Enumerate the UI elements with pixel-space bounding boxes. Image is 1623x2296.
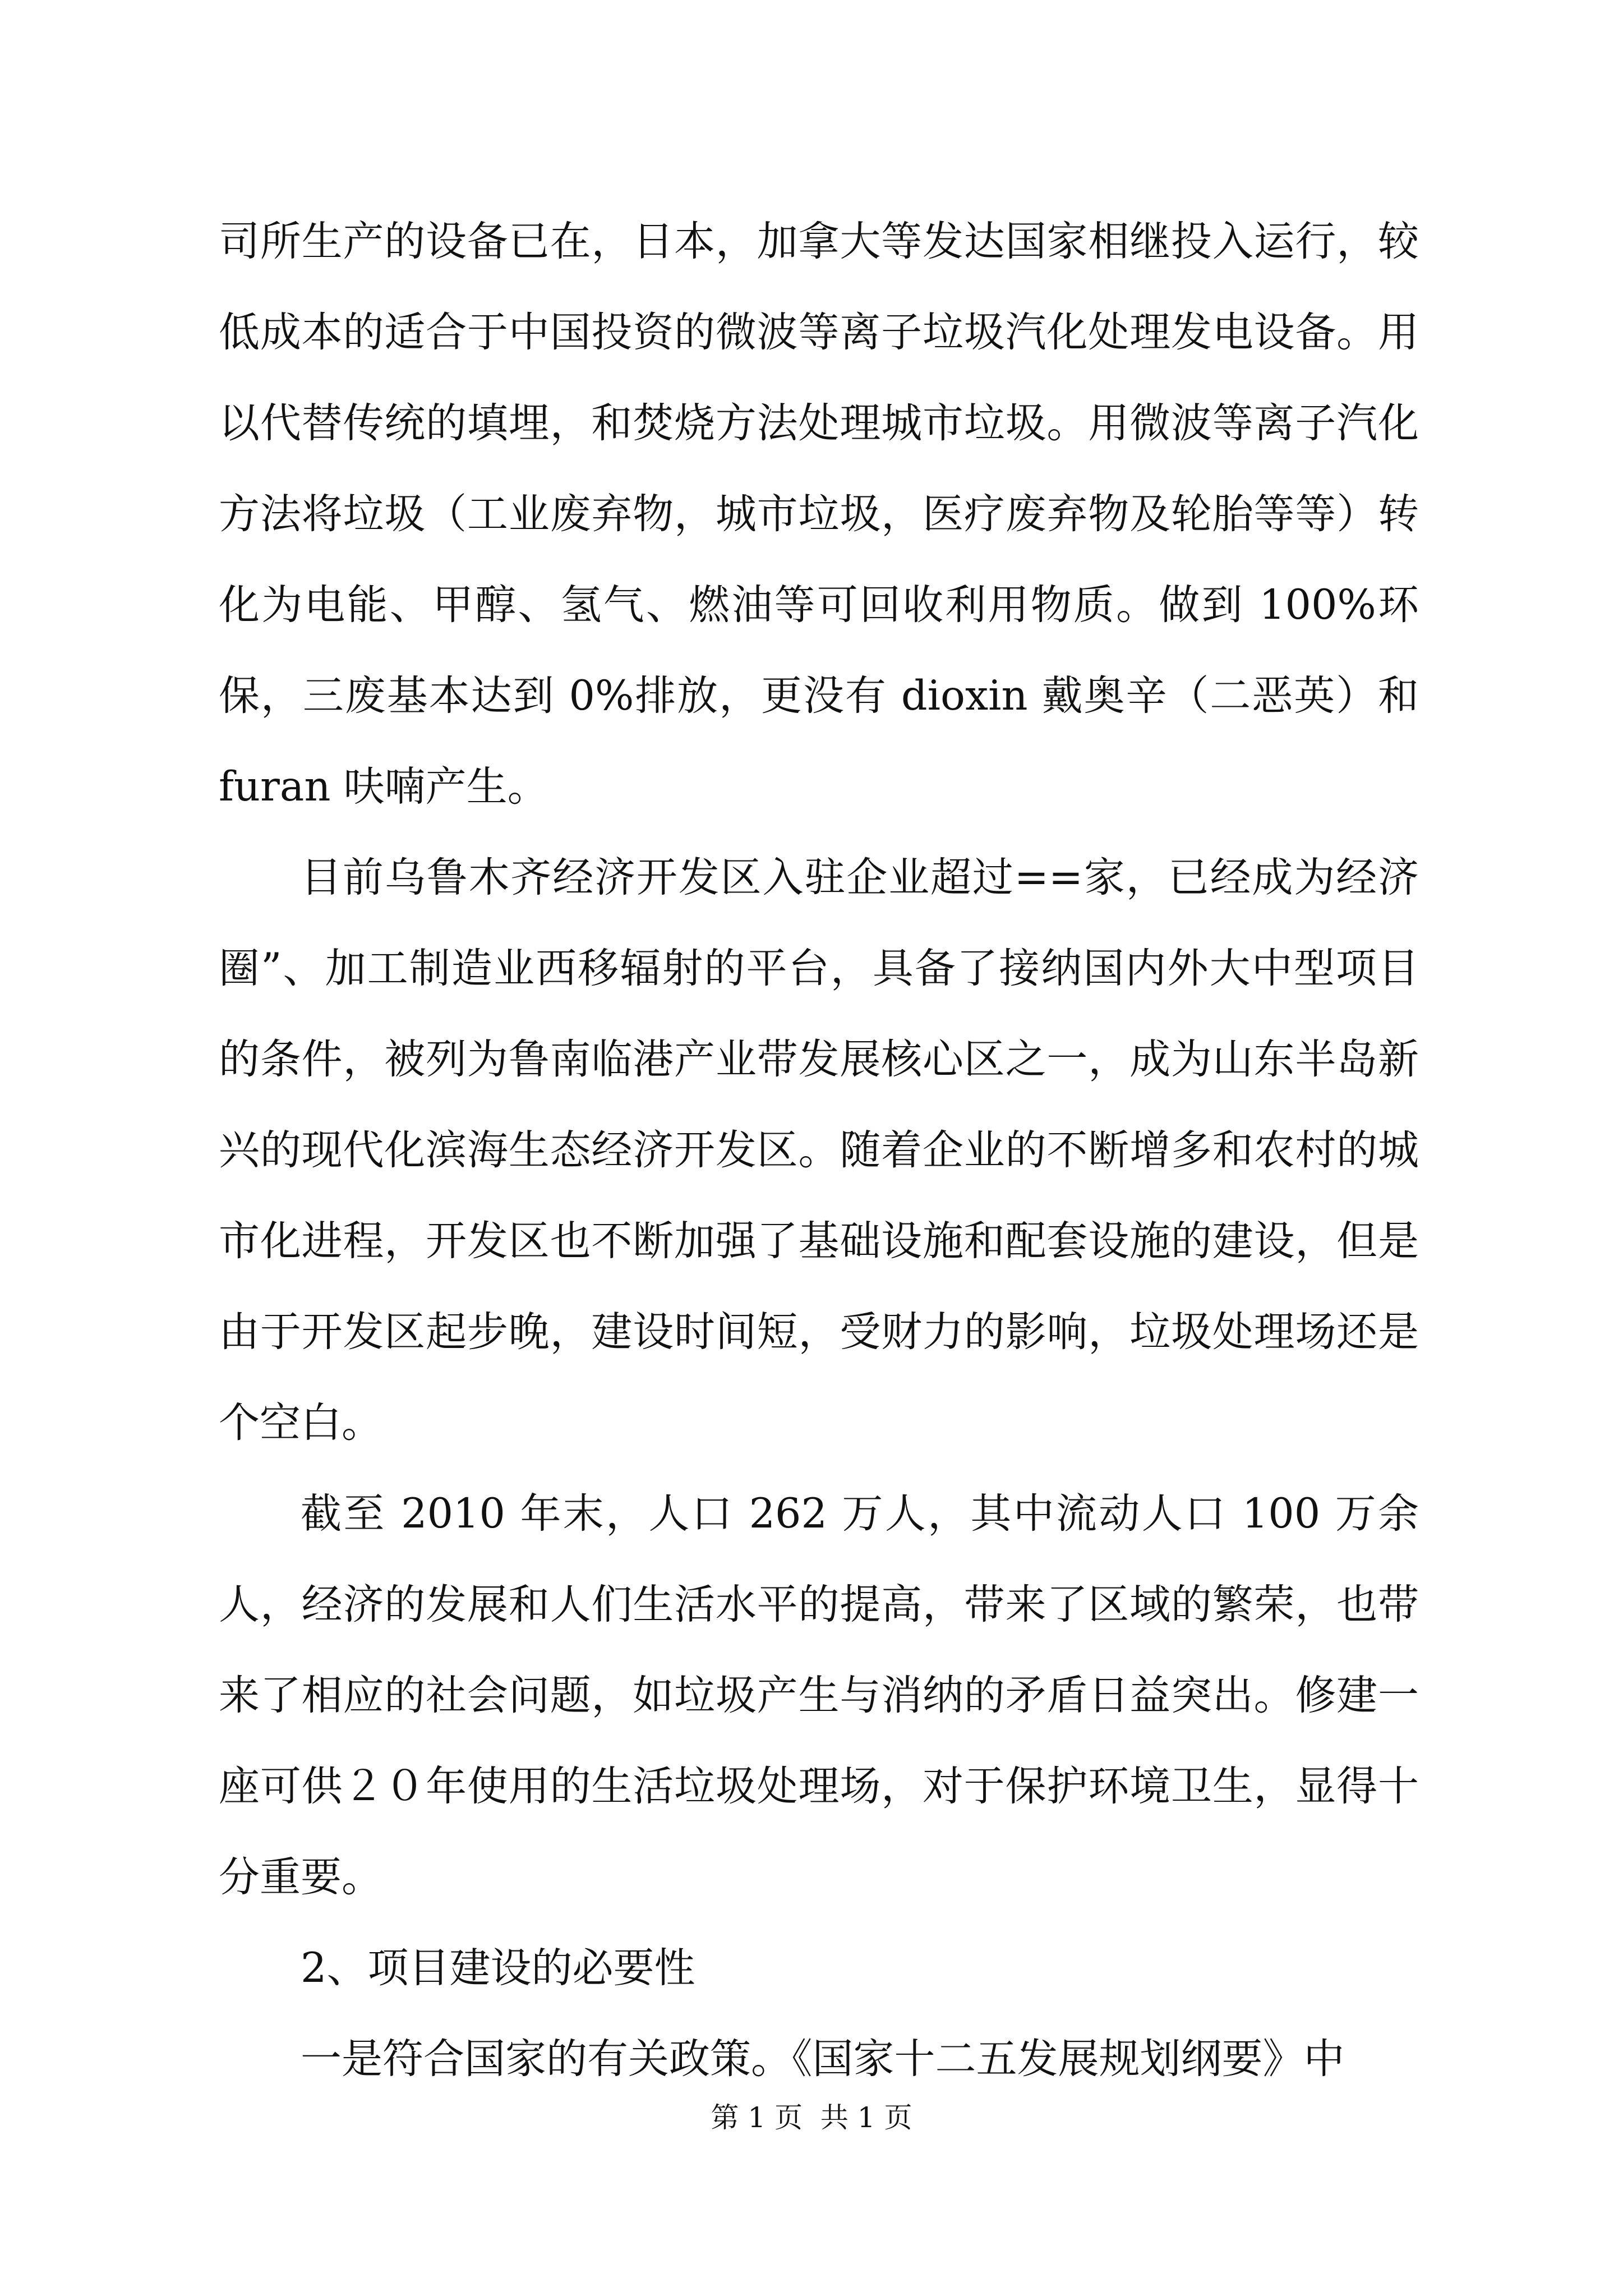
paragraph-4: 一是符合国家的有关政策。《国家十二五发展规划纲要》中 bbox=[301, 2035, 1345, 2083]
section-heading: 2、项目建设的必要性 bbox=[301, 1944, 695, 1992]
page-number: 第 1 页 共 1 页 bbox=[711, 2101, 912, 2134]
page-footer bbox=[0, 2098, 1623, 2137]
paragraph-1: 司所生产的设备已在，日本，加拿大等发达国家相继投入运行，较低成本的适合于中国投资的微波等离子垃圾汽化处理发电设备。用以代替传统的填埋，和焚烧方法处理城市垃圾。用微波等离子汽化方法将垃圾（工业废弃物，城市垃圾，医疗废弃物及轮胎等等）转化为电能、甲醇、氢气、燃油等可回收利用物质。做到 100%环保，三废基本达到 0%排放，更没有 dioxin 戴奥辛（二恶英）和 furan 呋喃产生。 bbox=[219, 218, 1419, 811]
paragraph-2: 目前乌鲁木齐经济开发区入驻企业超过==家，已经成为经济圈”、加工制造业西移辐射的平台，具备了接纳国内外大中型项目的条件，被列为鲁南临港产业带发展核心区之一，成为山东半岛新兴的现代化滨海生态经济开发区。随着企业的不断增多和农村的城市化进程，开发区也不断加强了基础设施和配套设施的建设，但是由于开发区起步晚，建设时间短，受财力的影响，垃圾处理场还是个空白。 bbox=[219, 854, 1419, 1447]
paragraph-3: 截至 2010 年末，人口 262 万人，其中流动人口 100 万余人，经济的发展和人们生活水平的提高，带来了区域的繁荣，也带来了相应的社会问题，如垃圾产生与消纳的矛盾日益突出。修建一座可供２０年使用的生活垃圾处理场，对于保护环境卫生，显得十分重要。 bbox=[219, 1490, 1419, 1901]
document-body bbox=[219, 196, 1419, 2105]
